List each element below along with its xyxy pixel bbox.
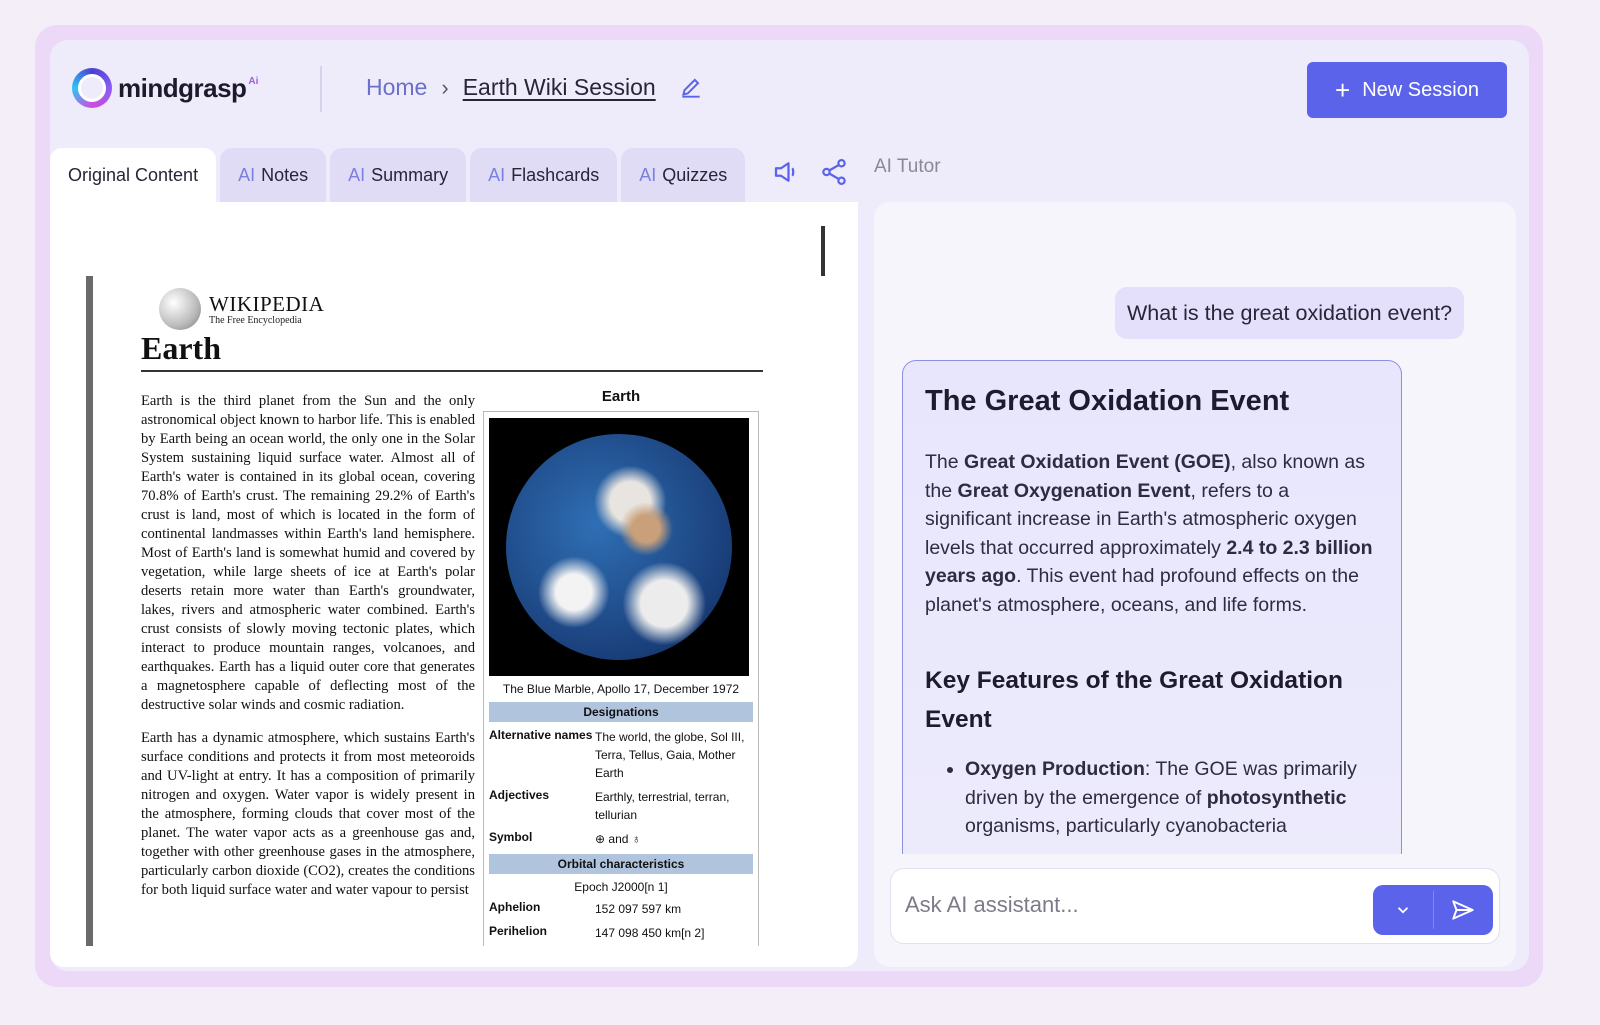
infobox-caption: The Blue Marble, Apollo 17, December 1972	[502, 682, 740, 696]
brain-logo-icon	[72, 68, 112, 108]
article-body	[141, 392, 475, 914]
infobox-value: The world, the globe, Sol III, Terra, Tellus, Gaia, Mother Earth	[595, 730, 745, 780]
infobox-value: Earthly, terrestrial, terran, tellurian	[595, 790, 730, 822]
ask-ai-input[interactable]	[905, 885, 1355, 925]
infobox-key: Perihelion	[489, 924, 548, 938]
user-message-text: What is the great oxidation event?	[1127, 300, 1453, 325]
content-tabs	[50, 148, 745, 202]
tab-ai-prefix: AI	[348, 164, 366, 185]
ai-tutor-label: AI Tutor	[874, 156, 941, 177]
infobox-row	[489, 924, 753, 942]
infobox-value: 147 098 450 km[n 2]	[595, 926, 705, 940]
tab-label: Original Content	[68, 164, 199, 185]
outer-scrollbar[interactable]	[821, 226, 825, 278]
header-divider	[320, 66, 322, 112]
infobox-key: Alternative names	[489, 728, 593, 742]
tab-label: Flashcards	[511, 164, 600, 185]
share-icon[interactable]	[818, 156, 850, 188]
infobox-key: Adjectives	[489, 788, 550, 802]
new-session-label: New Session	[1362, 78, 1479, 101]
infobox-key: Aphelion	[489, 900, 541, 914]
infobox-row	[489, 830, 753, 848]
new-session-button[interactable]	[1307, 62, 1507, 118]
response-intro: The Great Oxidation Event (GOE), also known as the Great Oxygenation Event, refers to a significant increase in Earth's atmospheric oxygen levels that occurred approximately 2.4 to 2.3 billion years ago. This event had profound effects on the planet's atmosphere, oceans, and life forms.	[925, 451, 1373, 616]
infobox-title: Earth	[601, 388, 641, 405]
article-paragraph: Earth is the third planet from the Sun and the only astronomical object known to harbor life. This is enabled by Earth being an ocean world, the only one in the Solar System sustaining liquid surface water. Almost all of Earth's water is contained in its global ocean, covering 70.8% of Earth's crust. The remaining 29.2% of Earth's crust is land, most of which is located in the form of continental landmasses within Earth's land hemisphere. Most of Earth's land is somewhat humid and covered by vegetation, while large sheets of ice at Earth's polar deserts retain more water than Earth's groundwater, lakes, rivers and atmospheric water combined. Earth's crust consists of slowly moving tectonic plates, which interact to produce mountain ranges, volcanoes, and earthquakes. Earth has a liquid outer core that generates a magnetosphere capable of deflecting most of the destructive solar winds and cosmic radiation.	[141, 393, 475, 713]
user-message-bubble	[1115, 287, 1464, 339]
breadcrumb-home[interactable]: Home	[366, 74, 428, 100]
tab-label: Summary	[371, 164, 449, 185]
tab-label: Notes	[261, 164, 309, 185]
speaker-icon[interactable]	[770, 156, 802, 188]
logo-text: mindgrasp	[118, 72, 247, 103]
pencil-edit-icon[interactable]	[678, 75, 704, 101]
infobox-value: ⊕ and ♁	[595, 832, 641, 846]
infobox-row	[489, 788, 753, 824]
tab-ai-prefix: AI	[639, 164, 657, 185]
response-title: The Great Oxidation Event	[925, 385, 1290, 417]
list-item: • Oxygen Production: The GOE was primarily driven by the emergence of photosynthetic organisms, particularly cyanobacteria	[965, 755, 1379, 841]
tab-ai-notes[interactable]	[220, 148, 326, 202]
ai-response-card[interactable]	[902, 360, 1402, 854]
wikipedia-tagline: The Free Encyclopedia	[209, 315, 302, 326]
infobox-row	[489, 728, 753, 782]
chat-action-buttons	[1373, 885, 1493, 935]
tab-ai-prefix: AI	[488, 164, 506, 185]
infobox-row	[489, 900, 753, 918]
infobox	[483, 388, 759, 946]
features-list	[925, 755, 1379, 841]
send-icon[interactable]	[1434, 885, 1494, 935]
logo-superscript: Ai	[248, 75, 259, 87]
blue-marble-image[interactable]	[489, 418, 749, 676]
breadcrumb-current-session[interactable]: Earth Wiki Session	[462, 74, 656, 100]
chevron-down-icon[interactable]	[1373, 885, 1433, 935]
article-paragraph: Earth has a dynamic atmosphere, which sustains Earth's surface conditions and protects it from most meteoroids and UV-light at entry. It has a composition of primarily nitrogen and oxygen. Water vapor is widely present in the atmosphere, forming clouds that cover most of the planet. The water vapor acts as a greenhouse gas and, together with other greenhouse gases in the atmosphere, particularly carbon dioxide (CO2), creates the conditions for both liquid surface water and water vapour to persist	[141, 730, 475, 898]
wikipedia-wordmark: WIKIPEDIA	[209, 292, 325, 316]
infobox-key: Symbol	[489, 830, 533, 844]
chat-input-box	[890, 868, 1500, 944]
tab-ai-quizzes[interactable]	[621, 148, 745, 202]
wikipedia-globe-icon	[159, 288, 201, 330]
infobox-value: 152 097 597 km	[595, 902, 682, 916]
wikipedia-logo	[159, 288, 324, 330]
tab-ai-summary[interactable]	[330, 148, 466, 202]
breadcrumb	[366, 74, 704, 101]
title-divider	[141, 370, 763, 372]
tab-ai-prefix: AI	[238, 164, 256, 185]
earth-globe-image	[506, 434, 732, 660]
features-heading: Key Features of the Great Oxidation Event	[925, 667, 1343, 733]
document-viewer[interactable]	[86, 276, 826, 946]
plus-icon: +	[1335, 75, 1351, 105]
breadcrumb-separator-icon: ›	[441, 74, 449, 100]
tab-original-content[interactable]	[50, 148, 216, 202]
infobox-epoch: Epoch J2000[n 1]	[574, 880, 668, 894]
infobox-body	[483, 411, 759, 946]
tab-label: Quizzes	[662, 164, 728, 185]
tab-ai-flashcards[interactable]	[470, 148, 617, 202]
app-logo[interactable]	[72, 68, 258, 108]
article-title: Earth	[141, 330, 221, 366]
infobox-section-header: Orbital characteristics	[489, 854, 753, 874]
infobox-section-header: Designations	[489, 702, 753, 722]
content-actions	[770, 156, 850, 188]
